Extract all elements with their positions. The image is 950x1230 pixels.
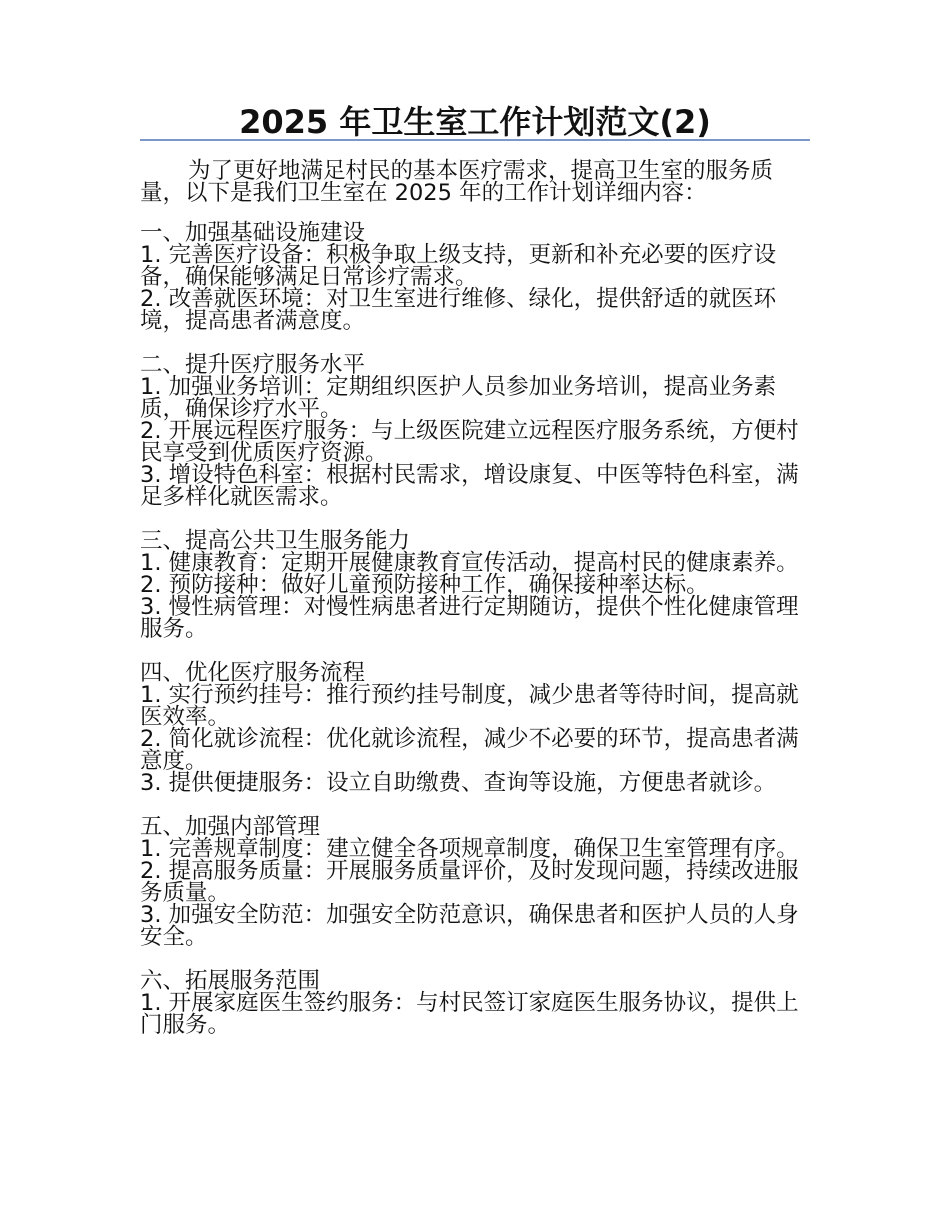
list-item: 1. 健康教育：定期开展健康教育宣传活动，提高村民的健康素养。 [140,550,799,576]
list-item: 2. 开展远程医疗服务：与上级医院建立远程医疗服务系统，方便村民享受到优质医疗资源。 [140,418,799,466]
section-heading: 五、加强内部管理 [140,814,321,840]
list-item: 2. 简化就诊流程：优化就诊流程，减少不必要的环节，提高患者满意度。 [140,726,799,774]
list-item: 1. 实行预约挂号：推行预约挂号制度，减少患者等待时间，提高就医效率。 [140,682,799,730]
section-4 [140,662,810,794]
list-item: 3. 提供便捷服务：设立自助缴费、查询等设施，方便患者就诊。 [140,770,777,796]
list-item: 1. 开展家庭医生签约服务：与村民签订家庭医生服务协议，提供上门服务。 [140,990,799,1038]
section-3 [140,530,810,640]
section-heading: 二、提升医疗服务水平 [140,352,366,378]
intro-paragraph: 为了更好地满足村民的基本医疗需求，提高卫生室的服务质量，以下是我们卫生室在 2025 年的工作计划详细内容： [140,158,774,206]
section-heading: 六、拓展服务范围 [140,968,321,994]
document-body [140,160,810,1036]
list-item: 3. 增设特色科室：根据村民需求，增设康复、中医等特色科室，满足多样化就医需求。 [140,462,799,510]
section-6 [140,970,810,1036]
list-item: 2. 提高服务质量：开展服务质量评价，及时发现问题，持续改进服务质量。 [140,858,799,906]
section-heading: 四、优化医疗服务流程 [140,660,366,686]
list-item: 1. 完善医疗设备：积极争取上级支持，更新和补充必要的医疗设备，确保能够满足日常诊疗需求。 [140,242,777,290]
section-heading: 一、加强基础设施建设 [140,220,366,246]
section-heading: 三、提高公共卫生服务能力 [140,528,411,554]
document-title: 2025 年卫生室工作计划范文(2) [239,103,711,141]
list-item: 2. 预防接种：做好儿童预防接种工作，确保接种率达标。 [140,572,709,598]
list-item: 3. 加强安全防范：加强安全防范意识，确保患者和医护人员的人身安全。 [140,902,799,950]
list-item: 1. 加强业务培训：定期组织医护人员参加业务培训，提高业务素质，确保诊疗水平。 [140,374,777,422]
section-1 [140,222,810,332]
title-underline [140,139,810,141]
section-5 [140,816,810,948]
list-item: 2. 改善就医环境：对卫生室进行维修、绿化，提供舒适的就医环境，提高患者满意度。 [140,286,777,334]
list-item: 3. 慢性病管理：对慢性病患者进行定期随访，提供个性化健康管理服务。 [140,594,799,642]
list-item: 1. 完善规章制度：建立健全各项规章制度，确保卫生室管理有序。 [140,836,799,862]
section-2 [140,354,810,508]
